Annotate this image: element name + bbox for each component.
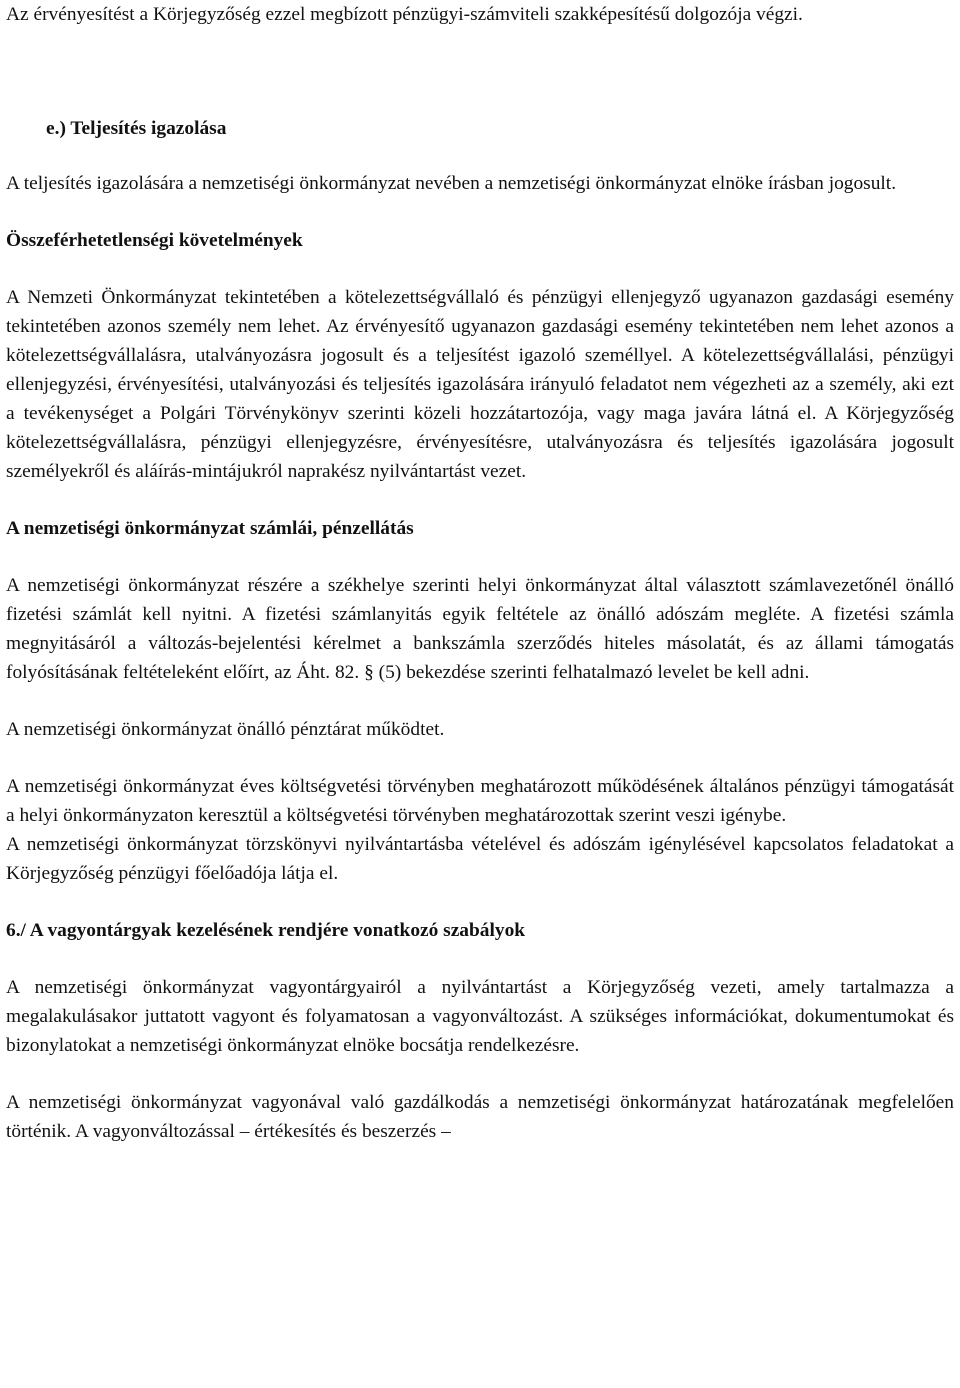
spacer bbox=[6, 255, 954, 283]
paragraph-osszeferhetetlenseg: A Nemzeti Önkormányzat tekintetében a kötelezettségvállaló és pénzügyi ellenjegyző ugyanazon gazdasági esemény tekintetében azonos személy nem lehet. Az érvényesítő ugyanazon gazdasági esemény tekintetében nem lehet azonos a kötelezettségvállalásra, utalványozásra jogosult és a teljesítést igazoló személlyel. A kötelezettségvállalási, pénzügyi ellenjegyzési, érvényesítési, utalványozási és teljesítés igazolására irányuló feladatot nem végezheti az a személy, aki ezt a tevékenységet a Polgári Törvénykönyv szerinti közeli hozzátartozója, vagy maga javára látná el. A Körjegyzőség kötelezettségvállalásra, pénzügyi ellenjegyzésre, érvényesítésre, utalványozásra és teljesítés igazolására jogosult személyekről és aláírás-mintájukról naprakész nyilvántartást vezet. bbox=[6, 287, 954, 482]
heading-osszeferhetetlenseg: Összeférhetetlenségi követelmények bbox=[6, 230, 303, 251]
heading-vagyontargyak: 6./ A vagyontárgyak kezelésének rendjére vonatkozó szabályok bbox=[6, 920, 526, 941]
paragraph-vagyontargyak: A nemzetiségi önkormányzat vagyontárgyairól a nyilvántartást a Körjegyzőség vezeti, amely tartalmazza a megalakulásakor juttatott vagyont és folyamatosan a vagyonváltozást. A szükséges információkat, dokumentumokat és bizonylatokat a nemzetiségi önkormányzat elnöke bocsátja rendelkezésre. bbox=[6, 977, 954, 1056]
paragraph-szamlai: A nemzetiségi önkormányzat részére a székhelye szerinti helyi önkormányzat által választott számlavezetőnél önálló fizetési számlát kell nyitni. A fizetési számlanyitás egyik feltétele az önálló adószám megléte. A fizetési számla megnyitásáról a változás-bejelentési kérelmet a bankszámla szerződés hiteles másolatát, és az állami támogatás folyósításának feltételeként előírt, az Áht. 82. § (5) bekezdése szerinti felhatalmazó levelet be kell adni. bbox=[6, 575, 954, 683]
spacer bbox=[6, 1060, 954, 1088]
spacer bbox=[6, 29, 954, 114]
spacer bbox=[6, 744, 954, 772]
paragraph-teljesites: A teljesítés igazolására a nemzetiségi önkormányzat nevében a nemzetiségi önkormányzat elnöke írásban jogosult. bbox=[6, 173, 897, 194]
paragraph-gazdalkodas: A nemzetiségi önkormányzat vagyonával való gazdálkodás a nemzetiségi önkormányzat határozatának megfelelően történik. A vagyonváltozással – értékesítés és beszerzés – bbox=[6, 1092, 954, 1142]
spacer bbox=[6, 945, 954, 973]
spacer bbox=[6, 888, 954, 916]
paragraph-koltsegvetes-2: A nemzetiségi önkormányzat törzskönyvi nyilvántartásba vételével és adószám igénylésével kapcsolatos feladatokat a Körjegyzőség pénzügyi főelőadója látja el. bbox=[6, 834, 954, 884]
spacer bbox=[6, 543, 954, 571]
heading-teljesites-igazolasa: e.) Teljesítés igazolása bbox=[46, 118, 227, 139]
paragraph-penztar: A nemzetiségi önkormányzat önálló pénztárat működtet. bbox=[6, 719, 445, 740]
spacer bbox=[6, 687, 954, 715]
spacer bbox=[6, 486, 954, 514]
spacer bbox=[6, 143, 954, 169]
heading-szamlai-penzellatas: A nemzetiségi önkormányzat számlái, pénzellátás bbox=[6, 518, 414, 539]
paragraph-intro: Az érvényesítést a Körjegyzőség ezzel megbízott pénzügyi-számviteli szakképesítésű dolgozója végzi. bbox=[6, 4, 803, 25]
paragraph-koltsegvetes-1: A nemzetiségi önkormányzat éves költségvetési törvényben meghatározott működésének általános pénzügyi támogatását a helyi önkormányzaton keresztül a költségvetési törvényben meghatározottak szerint veszi igénybe. bbox=[6, 776, 954, 826]
spacer bbox=[6, 198, 954, 226]
document-page bbox=[6, 0, 954, 1146]
